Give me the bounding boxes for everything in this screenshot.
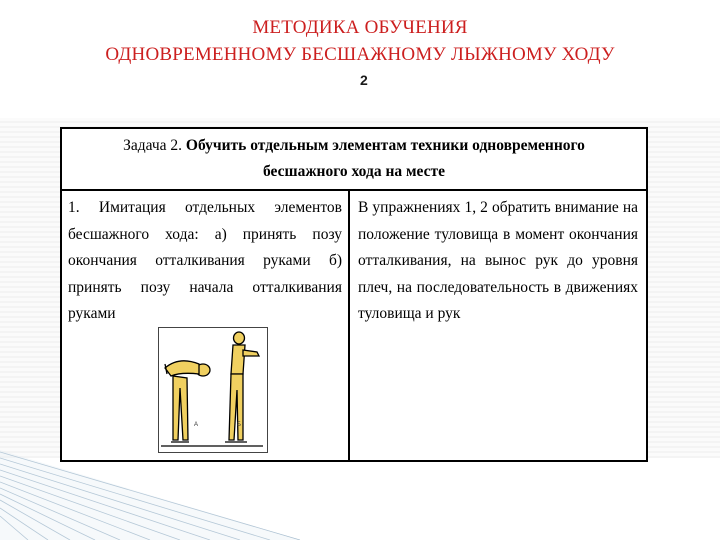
pose-a-figure [165,361,210,442]
exercise-cell [62,191,350,460]
instruction-cell [350,191,646,460]
task-text-line-2: бесшажного хода на месте [262,163,445,180]
instruction-text: В упражнениях 1, 2 обратить внимание на положение туловища в момент окончания отталкивания, на вынос рук до уровня плеч, на последовательность в движениях туловища и рук [358,199,638,322]
task-header-box [60,127,648,191]
corner-decoration [0,450,300,540]
pose-b-figure [225,332,259,442]
exercise-table [60,191,648,462]
figure-label-a: А [194,422,199,428]
exercise-text: 1. Имитация отдельных элементов бесшажного хода: а) принять позу окончания отталкивания руками б) принять позу начала отталкивания руками [68,199,342,322]
title-line-2: ОДНОВРЕМЕННОМУ БЕСШАЖНОМУ ЛЫЖНОМУ ХОДУ [105,44,615,65]
exercise-figure [158,327,268,453]
task-text-line-1: Обучить отдельным элементам техники одновременного [185,137,585,154]
title-number: 2 [360,72,368,88]
title-line-1: МЕТОДИКА ОБУЧЕНИЯ [252,17,468,38]
skier-poses-illustration [159,328,265,450]
task-label: Задача 2. [123,137,183,154]
page-title [0,14,720,92]
figure-label-b: Б [237,422,241,428]
